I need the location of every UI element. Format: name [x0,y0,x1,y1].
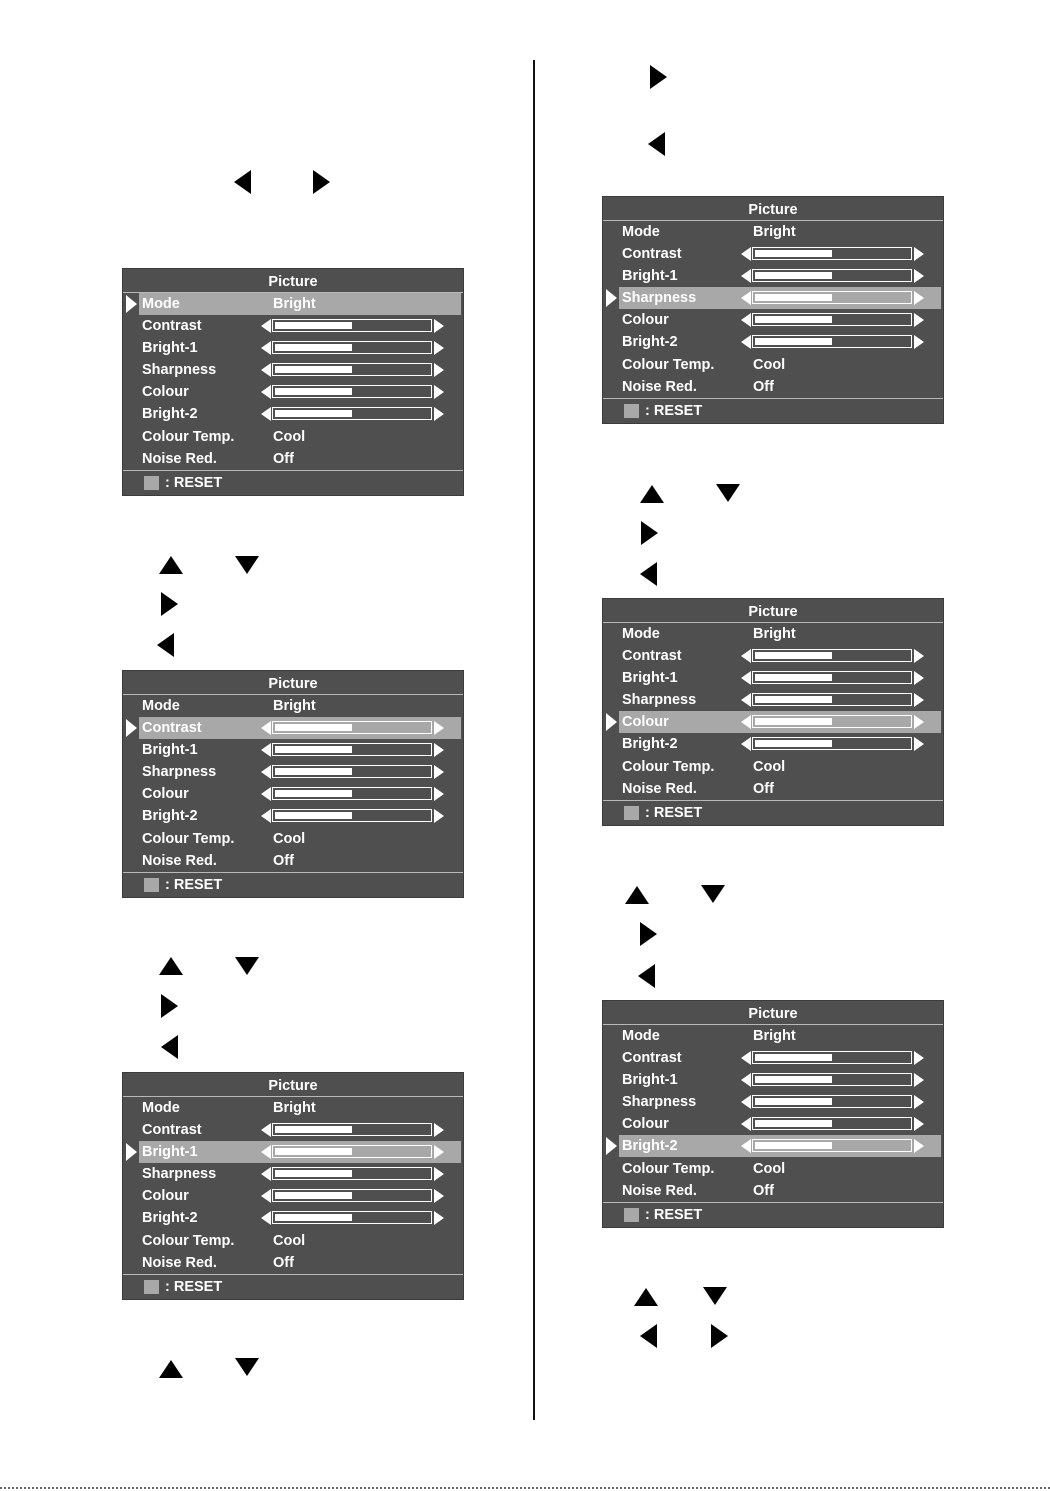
menu-item-label: Bright-1 [622,268,678,284]
level-slider [752,335,912,348]
level-slider-fill [275,768,352,775]
menu-item-label: Noise Red. [622,379,697,395]
menu-item-contrast[interactable] [123,315,463,337]
column-divider [533,60,535,1420]
right-arrow-button-icon [313,170,330,194]
decrease-arrow-icon [741,649,751,663]
decrease-arrow-icon [741,1095,751,1109]
menu-item-value: Off [273,1255,294,1271]
menu-item-label: Mode [142,1100,180,1116]
reset-label: : RESET [165,877,223,893]
left-arrow-button-icon [161,1035,178,1059]
menu-item-contrast[interactable] [603,243,943,265]
menu-item-colour[interactable] [603,1113,943,1135]
menu-item-label: Bright-2 [142,808,198,824]
reset-color-key-icon [624,404,639,418]
level-slider-fill [755,652,832,659]
menu-item-value: Off [273,451,294,467]
menu-item-contrast[interactable] [603,645,943,667]
right-arrow-button-icon [711,1324,728,1348]
increase-arrow-icon [434,743,444,757]
decrease-arrow-icon [741,737,751,751]
level-slider-fill [275,1148,352,1155]
menu-item-noise-red[interactable] [603,778,943,800]
menu-item-value: Cool [753,1161,786,1177]
menu-item-bright-1[interactable] [123,337,463,359]
level-slider-fill [275,746,352,753]
level-slider-fill [755,1142,832,1149]
decrease-arrow-icon [741,269,751,283]
up-arrow-button-icon [159,1360,183,1378]
menu-item-label: Contrast [142,1122,202,1138]
menu-item-bright-2[interactable] [123,805,463,827]
menu-item-value: Bright [753,224,796,240]
decrease-arrow-icon [741,715,751,729]
menu-item-colour-temp[interactable] [603,354,943,376]
level-slider-fill [755,1098,832,1105]
increase-arrow-icon [914,693,924,707]
page-bottom-rule [0,1487,1050,1489]
decrease-arrow-icon [741,1073,751,1087]
level-slider-fill [275,366,352,373]
menu-item-label: Sharpness [622,1094,697,1110]
menu-item-sharpness[interactable] [603,689,943,711]
decrease-arrow-icon [261,765,271,779]
decrease-arrow-icon [261,363,271,377]
menu-item-contrast[interactable] [123,717,463,739]
menu-item-label: Colour [622,1116,669,1132]
increase-arrow-icon [434,1211,444,1225]
right-arrow-button-icon [641,521,658,545]
menu-item-label: Sharpness [622,290,697,306]
level-slider [272,765,432,778]
decrease-arrow-icon [261,1211,271,1225]
menu-item-value: Off [273,853,294,869]
decrease-arrow-icon [261,787,271,801]
level-slider-fill [755,740,832,747]
decrease-arrow-icon [741,335,751,349]
menu-item-value: Off [753,379,774,395]
menu-item-noise-red[interactable] [603,1180,943,1202]
menu-item-bright-2[interactable] [123,403,463,425]
left-arrow-button-icon [640,562,657,586]
reset-divider [603,800,943,801]
level-slider-fill [755,338,832,345]
level-slider-fill [755,718,832,725]
increase-arrow-icon [914,1117,924,1131]
reset-divider [603,398,943,399]
level-slider-fill [755,674,832,681]
up-arrow-button-icon [640,485,664,503]
decrease-arrow-icon [261,385,271,399]
up-arrow-button-icon [159,556,183,574]
menu-item-label: Bright-1 [622,1072,678,1088]
increase-arrow-icon [434,1189,444,1203]
picture-menu-bright2-selected [603,1001,943,1227]
menu-item-label: Bright-2 [622,334,678,350]
menu-item-value: Bright [273,296,316,312]
menu-item-label: Colour Temp. [142,429,235,445]
picture-menu-colour-selected [603,599,943,825]
increase-arrow-icon [914,1139,924,1153]
menu-item-value: Bright [273,1100,316,1116]
decrease-arrow-icon [741,671,751,685]
menu-item-sharpness[interactable] [123,1163,463,1185]
level-slider-fill [275,322,352,329]
menu-item-value: Bright [273,698,316,714]
level-slider [752,1095,912,1108]
menu-item-label: Sharpness [142,362,217,378]
menu-item-colour-temp[interactable] [123,828,463,850]
level-slider [272,721,432,734]
menu-item-value: Cool [753,759,786,775]
reset-label: : RESET [645,403,703,419]
increase-arrow-icon [914,671,924,685]
level-slider [272,319,432,332]
level-slider [752,1073,912,1086]
menu-item-bright-1[interactable] [123,739,463,761]
menu-item-contrast[interactable] [603,1047,943,1069]
level-slider-fill [275,1126,352,1133]
menu-item-noise-red[interactable] [123,1252,463,1274]
menu-item-label: Bright-2 [142,406,198,422]
menu-item-bright-1[interactable] [603,667,943,689]
down-arrow-button-icon [235,957,259,975]
level-slider [272,407,432,420]
menu-item-bright-2[interactable] [603,1135,943,1157]
down-arrow-button-icon [701,885,725,903]
reset-label: : RESET [645,805,703,821]
up-arrow-button-icon [625,886,649,904]
level-slider [272,363,432,376]
up-arrow-button-icon [159,957,183,975]
menu-item-label: Bright-2 [622,736,678,752]
menu-item-label: Sharpness [142,764,217,780]
down-arrow-button-icon [703,1287,727,1305]
menu-item-label: Colour Temp. [622,1161,715,1177]
increase-arrow-icon [914,291,924,305]
decrease-arrow-icon [261,407,271,421]
selection-cursor-icon [126,1143,137,1161]
decrease-arrow-icon [741,313,751,327]
left-arrow-button-icon [640,1324,657,1348]
menu-item-bright-2[interactable] [603,331,943,353]
menu-item-noise-red[interactable] [123,850,463,872]
level-slider [752,737,912,750]
selection-cursor-icon [606,713,617,731]
menu-item-contrast[interactable] [123,1119,463,1141]
decrease-arrow-icon [741,1117,751,1131]
menu-item-colour-temp[interactable] [603,1158,943,1180]
decrease-arrow-icon [741,693,751,707]
menu-item-sharpness[interactable] [603,287,943,309]
level-slider [752,291,912,304]
level-slider [272,809,432,822]
level-slider-fill [275,344,352,351]
up-arrow-button-icon [634,1288,658,1306]
increase-arrow-icon [914,1073,924,1087]
reset-color-key-icon [144,476,159,490]
menu-title: Picture [268,274,318,290]
decrease-arrow-icon [261,1123,271,1137]
menu-item-label: Noise Red. [142,853,217,869]
menu-item-label: Colour Temp. [622,357,715,373]
increase-arrow-icon [434,721,444,735]
level-slider-fill [275,812,352,819]
increase-arrow-icon [434,809,444,823]
menu-title: Picture [748,202,798,218]
left-arrow-button-icon [638,964,655,988]
left-arrow-button-icon [157,633,174,657]
menu-item-label: Bright-1 [142,1144,198,1160]
menu-title: Picture [268,1078,318,1094]
menu-item-mode[interactable] [123,695,463,717]
menu-item-sharpness[interactable] [123,359,463,381]
menu-item-sharpness[interactable] [603,1091,943,1113]
picture-menu-sharpness-selected [603,197,943,423]
level-slider-fill [755,1120,832,1127]
reset-color-key-icon [624,806,639,820]
menu-item-colour[interactable] [123,381,463,403]
decrease-arrow-icon [261,341,271,355]
increase-arrow-icon [434,407,444,421]
level-slider [752,247,912,260]
increase-arrow-icon [914,715,924,729]
decrease-arrow-icon [261,809,271,823]
decrease-arrow-icon [261,743,271,757]
menu-item-value: Off [753,1183,774,1199]
level-slider [272,1211,432,1224]
menu-item-label: Noise Red. [622,781,697,797]
down-arrow-button-icon [235,556,259,574]
level-slider [272,341,432,354]
level-slider-fill [275,1214,352,1221]
menu-item-label: Bright-1 [142,742,198,758]
level-slider-fill [755,272,832,279]
menu-item-label: Mode [622,224,660,240]
menu-item-label: Contrast [622,246,682,262]
reset-color-key-icon [144,878,159,892]
menu-item-mode[interactable] [603,623,943,645]
menu-item-label: Mode [622,626,660,642]
menu-item-label: Bright-1 [622,670,678,686]
level-slider [752,1139,912,1152]
level-slider [272,787,432,800]
menu-item-label: Contrast [622,1050,682,1066]
level-slider [752,671,912,684]
menu-item-label: Colour [142,384,189,400]
right-arrow-button-icon [161,592,178,616]
menu-item-value: Bright [753,1028,796,1044]
menu-title: Picture [748,1006,798,1022]
menu-item-label: Bright-2 [622,1138,678,1154]
selection-cursor-icon [126,295,137,313]
menu-item-label: Bright-2 [142,1210,198,1226]
reset-color-key-icon [624,1208,639,1222]
increase-arrow-icon [914,1051,924,1065]
level-slider-fill [755,250,832,257]
right-arrow-button-icon [640,922,657,946]
level-slider-fill [755,294,832,301]
reset-label: : RESET [165,1279,223,1295]
level-slider [272,1123,432,1136]
menu-item-colour[interactable] [603,711,943,733]
level-slider [752,1117,912,1130]
menu-item-value: Bright [753,626,796,642]
level-slider-fill [275,388,352,395]
level-slider [752,313,912,326]
decrease-arrow-icon [261,1189,271,1203]
menu-item-value: Off [753,781,774,797]
reset-divider [123,1274,463,1275]
reset-label: : RESET [165,475,223,491]
increase-arrow-icon [914,1095,924,1109]
level-slider-fill [275,1170,352,1177]
menu-item-mode[interactable] [603,221,943,243]
reset-divider [603,1202,943,1203]
level-slider [752,649,912,662]
menu-item-value: Cool [273,429,306,445]
level-slider [272,743,432,756]
level-slider-fill [275,1192,352,1199]
decrease-arrow-icon [261,721,271,735]
level-slider [752,269,912,282]
menu-item-value: Cool [273,831,306,847]
menu-item-label: Noise Red. [142,1255,217,1271]
menu-item-label: Colour [622,312,669,328]
menu-item-mode[interactable] [123,293,463,315]
level-slider [272,1167,432,1180]
down-arrow-button-icon [235,1358,259,1376]
increase-arrow-icon [914,335,924,349]
increase-arrow-icon [434,765,444,779]
menu-item-label: Colour Temp. [142,831,235,847]
decrease-arrow-icon [741,291,751,305]
menu-item-label: Noise Red. [142,451,217,467]
level-slider [272,1189,432,1202]
menu-item-value: Cool [753,357,786,373]
menu-item-label: Colour [622,714,669,730]
increase-arrow-icon [434,319,444,333]
level-slider [272,385,432,398]
menu-title: Picture [268,676,318,692]
menu-item-sharpness[interactable] [123,761,463,783]
reset-divider [123,872,463,873]
decrease-arrow-icon [741,247,751,261]
left-arrow-button-icon [234,170,251,194]
increase-arrow-icon [914,649,924,663]
decrease-arrow-icon [261,319,271,333]
menu-item-bright-1[interactable] [603,1069,943,1091]
menu-item-value: Cool [273,1233,306,1249]
reset-color-key-icon [144,1280,159,1294]
menu-item-label: Colour Temp. [142,1233,235,1249]
increase-arrow-icon [914,269,924,283]
menu-item-label: Bright-1 [142,340,198,356]
level-slider-fill [275,724,352,731]
menu-item-label: Sharpness [142,1166,217,1182]
selection-cursor-icon [606,1137,617,1155]
menu-item-bright-2[interactable] [123,1207,463,1229]
menu-item-bright-1[interactable] [123,1141,463,1163]
menu-item-mode[interactable] [603,1025,943,1047]
right-arrow-button-icon [161,994,178,1018]
level-slider-fill [755,316,832,323]
increase-arrow-icon [434,341,444,355]
decrease-arrow-icon [741,1139,751,1153]
level-slider-fill [755,1076,832,1083]
level-slider-fill [275,790,352,797]
level-slider-fill [275,410,352,417]
level-slider [752,1051,912,1064]
level-slider [752,715,912,728]
selection-cursor-icon [606,289,617,307]
menu-item-colour-temp[interactable] [603,756,943,778]
increase-arrow-icon [434,1123,444,1137]
increase-arrow-icon [434,363,444,377]
down-arrow-button-icon [716,484,740,502]
menu-item-label: Mode [142,296,180,312]
menu-item-label: Contrast [142,318,202,334]
increase-arrow-icon [434,1145,444,1159]
menu-item-colour[interactable] [603,309,943,331]
menu-item-mode[interactable] [123,1097,463,1119]
level-slider [752,693,912,706]
menu-title: Picture [748,604,798,620]
reset-divider [123,470,463,471]
menu-item-label: Colour [142,786,189,802]
decrease-arrow-icon [261,1145,271,1159]
menu-item-label: Mode [622,1028,660,1044]
picture-menu-mode-selected [123,269,463,495]
decrease-arrow-icon [741,1051,751,1065]
decrease-arrow-icon [261,1167,271,1181]
menu-item-label: Contrast [622,648,682,664]
right-arrow-button-icon [650,65,667,89]
level-slider-fill [755,1054,832,1061]
picture-menu-contrast-selected [123,671,463,897]
increase-arrow-icon [914,247,924,261]
menu-item-label: Colour [142,1188,189,1204]
level-slider-fill [755,696,832,703]
menu-item-label: Colour Temp. [622,759,715,775]
menu-item-colour-temp[interactable] [123,1230,463,1252]
menu-item-colour-temp[interactable] [123,426,463,448]
increase-arrow-icon [434,385,444,399]
increase-arrow-icon [434,787,444,801]
menu-item-bright-2[interactable] [603,733,943,755]
reset-label: : RESET [645,1207,703,1223]
menu-item-colour[interactable] [123,783,463,805]
menu-item-label: Mode [142,698,180,714]
menu-item-noise-red[interactable] [603,376,943,398]
menu-item-bright-1[interactable] [603,265,943,287]
menu-item-noise-red[interactable] [123,448,463,470]
level-slider [272,1145,432,1158]
menu-item-label: Noise Red. [622,1183,697,1199]
menu-item-colour[interactable] [123,1185,463,1207]
left-arrow-button-icon [648,132,665,156]
increase-arrow-icon [914,313,924,327]
menu-item-label: Contrast [142,720,202,736]
increase-arrow-icon [434,1167,444,1181]
increase-arrow-icon [914,737,924,751]
picture-menu-bright1-selected [123,1073,463,1299]
menu-item-label: Sharpness [622,692,697,708]
selection-cursor-icon [126,719,137,737]
